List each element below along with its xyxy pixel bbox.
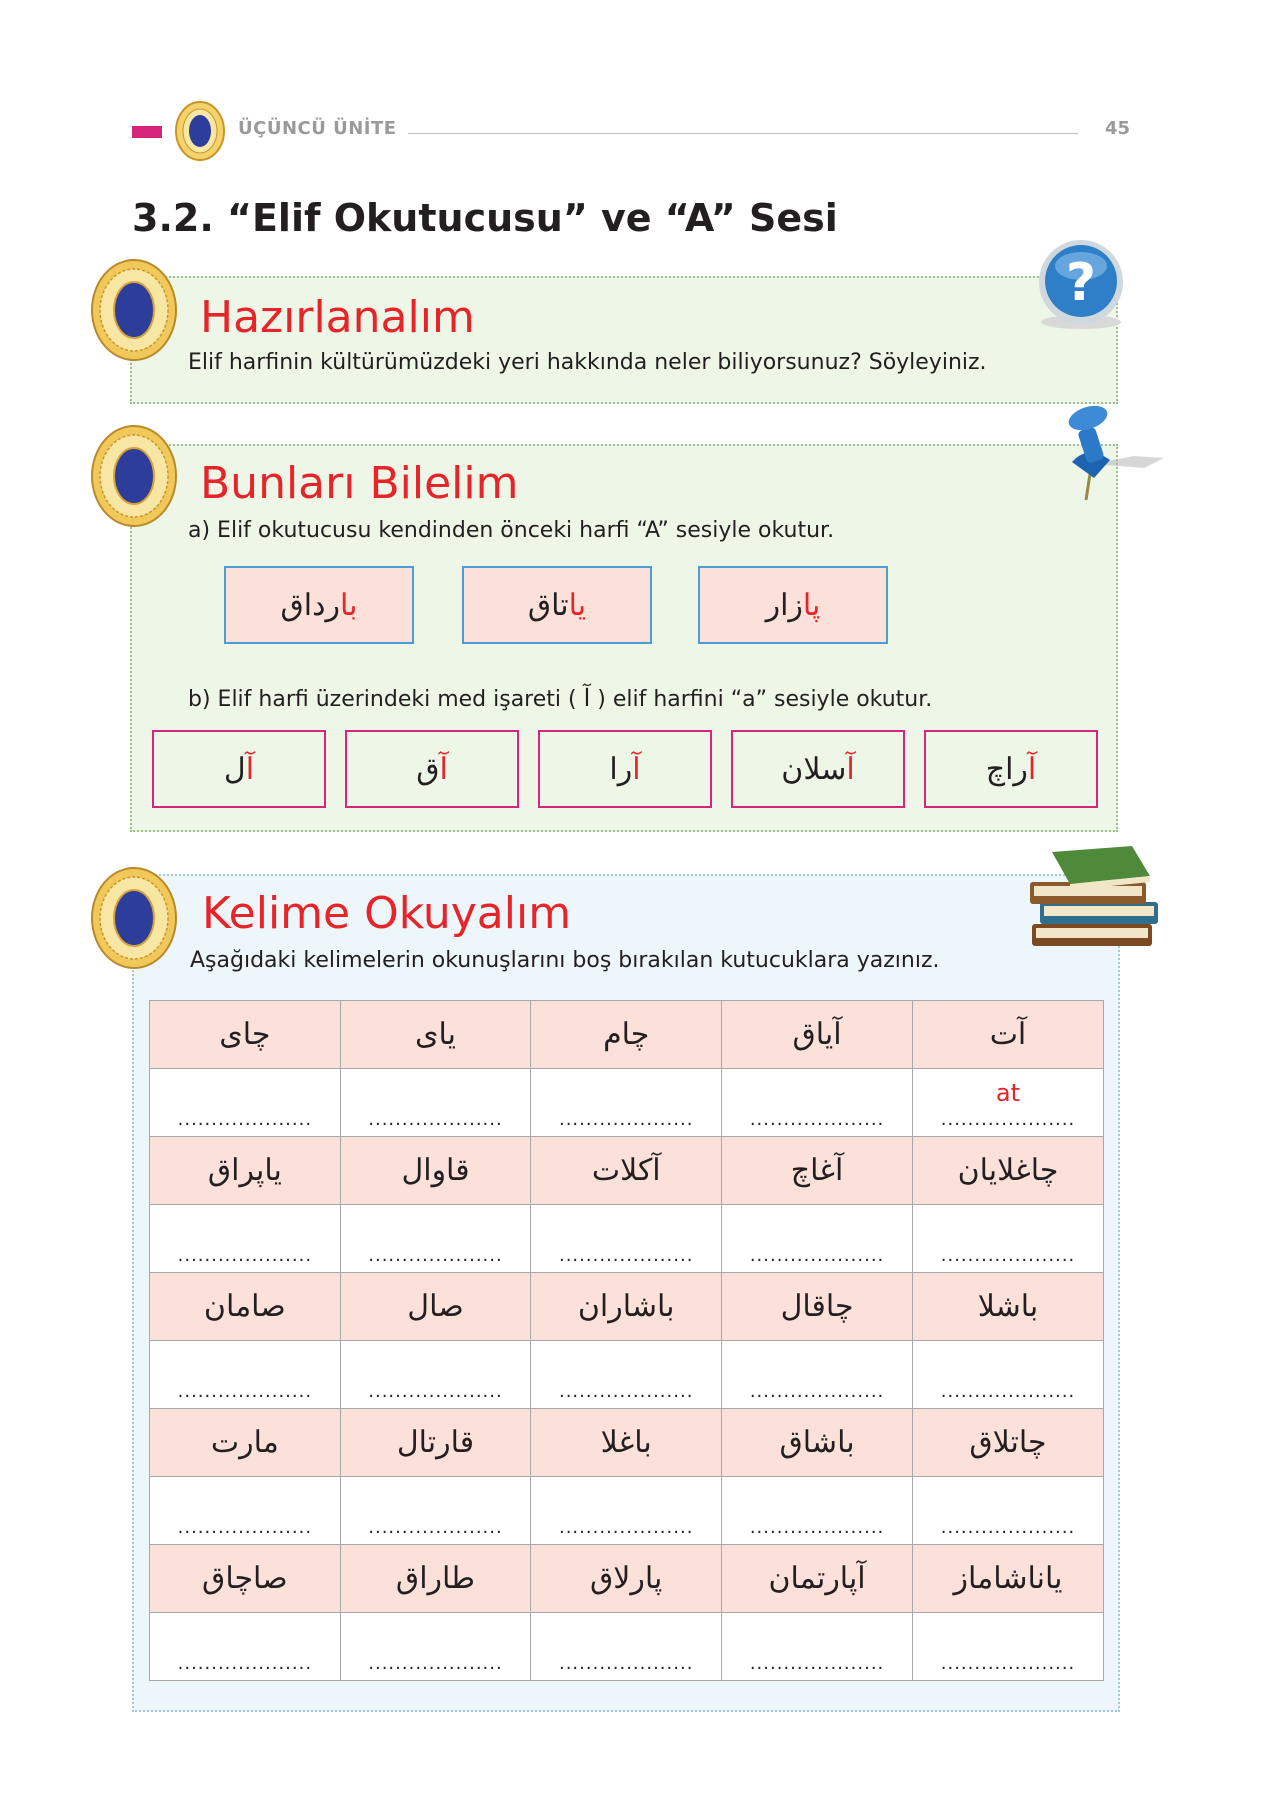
answer-dots: .................... [749, 1109, 885, 1130]
answer-cell[interactable] [912, 1341, 1103, 1409]
arabic-word: باشاق [779, 1425, 855, 1460]
word-cell [912, 1137, 1103, 1205]
bunlari-bilelim-item-b: b) Elif harfi üzerindeki med işareti ( آ ) elif harfini “a” sesiyle okutur. [188, 684, 933, 712]
answer-cell[interactable] [722, 1613, 913, 1681]
answer-cell[interactable] [340, 1069, 531, 1137]
word-cell [722, 1273, 913, 1341]
example-answer: at [995, 1079, 1021, 1107]
word-box [698, 566, 888, 644]
word-cell [531, 1137, 722, 1205]
answer-cell[interactable] [722, 1205, 913, 1273]
arabic-word: قارتال [396, 1425, 475, 1460]
answer-cell[interactable] [340, 1613, 531, 1681]
ornament-medallion-icon [90, 424, 178, 528]
word-box [924, 730, 1098, 808]
arabic-word: چاغلايان [957, 1153, 1059, 1188]
word-cell [150, 1545, 341, 1613]
answer-dots: .................... [749, 1245, 885, 1266]
arabic-word: باشاران [577, 1289, 675, 1324]
word-cell [340, 1137, 531, 1205]
med-mark: آ [583, 684, 591, 712]
answer-cell[interactable] [340, 1341, 531, 1409]
answer-cell[interactable] [150, 1205, 341, 1273]
word-cell [340, 1273, 531, 1341]
answer-row [150, 1205, 1104, 1273]
answer-cell[interactable] [340, 1205, 531, 1273]
arabic-word: پازار [765, 587, 821, 623]
word-box [224, 566, 414, 644]
ornament-medallion-icon [90, 258, 178, 362]
word-cell [912, 1001, 1103, 1069]
answer-dots: .................... [177, 1381, 313, 1402]
answer-dots: .................... [749, 1517, 885, 1538]
answer-cell[interactable] [150, 1613, 341, 1681]
answer-cell[interactable] [340, 1477, 531, 1545]
arabic-word: ياتاق [527, 587, 587, 623]
answer-row [150, 1477, 1104, 1545]
bunlari-bilelim-heading: Bunları Bilelim [200, 458, 519, 509]
word-row [150, 1545, 1104, 1613]
arabic-word: ياى [415, 1017, 456, 1052]
answer-cell[interactable] [150, 1069, 341, 1137]
answer-dots: .................... [368, 1653, 503, 1674]
ornament-medallion-icon [90, 866, 178, 970]
word-row [150, 1001, 1104, 1069]
word-box [731, 730, 905, 808]
arabic-word: آياق [792, 1017, 842, 1052]
answer-dots: .................... [368, 1517, 503, 1538]
arabic-word: باشلا [977, 1289, 1039, 1324]
answer-cell[interactable] [531, 1613, 722, 1681]
answer-dots: .................... [558, 1109, 694, 1130]
word-box [462, 566, 652, 644]
arabic-word: ياپراق [207, 1153, 282, 1188]
answer-cell[interactable] [912, 1205, 1103, 1273]
ornament-medallion-icon [174, 100, 226, 162]
arabic-word: آپارتمان [768, 1561, 866, 1596]
answer-cell[interactable] [531, 1477, 722, 1545]
arabic-word: پارلاق [590, 1561, 663, 1596]
arabic-word: آرا [609, 751, 641, 787]
answer-dots: .................... [368, 1245, 503, 1266]
answer-row [150, 1341, 1104, 1409]
answer-dots: .................... [558, 1653, 694, 1674]
arabic-word: چاى [219, 1017, 271, 1052]
arabic-word: باغلا [600, 1425, 652, 1460]
word-cell [340, 1409, 531, 1477]
arabic-word: چاقال [780, 1289, 854, 1324]
answer-cell[interactable] [150, 1477, 341, 1545]
question-icon [1032, 238, 1130, 332]
word-cell [531, 1545, 722, 1613]
arabic-word: آغاچ [790, 1153, 844, 1188]
word-cell [722, 1545, 913, 1613]
header-accent-bar [132, 126, 162, 138]
arabic-word: صامان [203, 1289, 286, 1324]
answer-cell[interactable] [912, 1477, 1103, 1545]
answer-dots: .................... [558, 1245, 694, 1266]
svg-text:?: ? [1065, 253, 1097, 313]
arabic-word: چام [603, 1017, 650, 1052]
arabic-word: چاتلاق [969, 1425, 1047, 1460]
answer-dots: .................... [558, 1517, 694, 1538]
answer-dots: .................... [177, 1245, 313, 1266]
word-cell [531, 1273, 722, 1341]
answer-cell[interactable] [722, 1477, 913, 1545]
answer-dots: .................... [177, 1653, 313, 1674]
answer-cell[interactable] [722, 1341, 913, 1409]
word-box [152, 730, 326, 808]
answer-dots: .................... [940, 1517, 1076, 1538]
answer-dots: .................... [749, 1381, 885, 1402]
kelime-okuyalim-heading: Kelime Okuyalım [202, 888, 572, 939]
answer-dots: .................... [940, 1381, 1076, 1402]
word-cell [150, 1001, 341, 1069]
answer-dots: .................... [177, 1517, 313, 1538]
answer-cell[interactable] [912, 1069, 1103, 1137]
arabic-word: آراچ [985, 751, 1037, 787]
arabic-word: مارت [210, 1425, 279, 1460]
word-table [149, 1000, 1104, 1681]
arabic-word: آكلات [591, 1153, 661, 1188]
answer-cell[interactable] [531, 1069, 722, 1137]
word-cell [912, 1273, 1103, 1341]
answer-dots: .................... [940, 1245, 1076, 1266]
arabic-word: قاوال [401, 1153, 470, 1188]
word-row [150, 1273, 1104, 1341]
word-cell [722, 1001, 913, 1069]
word-row [150, 1137, 1104, 1205]
page-number: 45 [1104, 118, 1130, 139]
arabic-word: آل [223, 751, 255, 787]
arabic-word: بارداق [280, 587, 358, 623]
word-cell [912, 1545, 1103, 1613]
answer-cell[interactable] [722, 1069, 913, 1137]
arabic-word: صال [407, 1289, 464, 1324]
unit-label: ÜÇÜNCÜ ÜNİTE [238, 118, 397, 139]
word-cell [722, 1409, 913, 1477]
answer-dots: .................... [368, 1381, 503, 1402]
word-cell [150, 1137, 341, 1205]
pushpin-icon [1054, 404, 1164, 504]
arabic-word: آسلان [781, 751, 855, 787]
answer-cell[interactable] [150, 1341, 341, 1409]
word-cell [722, 1137, 913, 1205]
arabic-word: ياناشاماز [953, 1561, 1063, 1596]
word-row [150, 1409, 1104, 1477]
arabic-word: آق [416, 751, 448, 787]
word-cell [150, 1409, 341, 1477]
word-cell [150, 1273, 341, 1341]
arabic-word: طاراق [395, 1561, 476, 1596]
books-icon [1022, 842, 1170, 960]
word-cell [912, 1409, 1103, 1477]
kelime-okuyalim-text: Aşağıdaki kelimelerin okunuşlarını boş bırakılan kutucuklara yazınız. [190, 948, 940, 973]
word-cell [531, 1001, 722, 1069]
bunlari-bilelim-item-a: a) Elif okutucusu kendinden önceki harfi “A” sesiyle okutur. [188, 518, 835, 543]
answer-dots: .................... [558, 1381, 694, 1402]
answer-dots: .................... [940, 1653, 1076, 1674]
answer-dots: .................... [749, 1653, 885, 1674]
answer-row [150, 1069, 1104, 1137]
answer-dots: .................... [368, 1109, 503, 1130]
word-cell [340, 1545, 531, 1613]
arabic-word: صاچاق [202, 1561, 288, 1596]
arabic-word: آت [989, 1017, 1027, 1052]
answer-cell[interactable] [912, 1613, 1103, 1681]
hazirlanalim-text: Elif harfinin kültürümüzdeki yeri hakkında neler biliyorsunuz? Söyleyiniz. [188, 350, 987, 375]
word-box [538, 730, 712, 808]
section-title: 3.2. “Elif Okutucusu” ve “A” Sesi [132, 196, 838, 240]
answer-cell[interactable] [531, 1341, 722, 1409]
word-cell [340, 1001, 531, 1069]
hazirlanalim-heading: Hazırlanalım [200, 292, 475, 343]
answer-dots: .................... [940, 1109, 1076, 1130]
word-cell [531, 1409, 722, 1477]
answer-dots: .................... [177, 1109, 313, 1130]
header-divider [408, 133, 1078, 134]
answer-row [150, 1613, 1104, 1681]
word-box [345, 730, 519, 808]
answer-cell[interactable] [531, 1205, 722, 1273]
